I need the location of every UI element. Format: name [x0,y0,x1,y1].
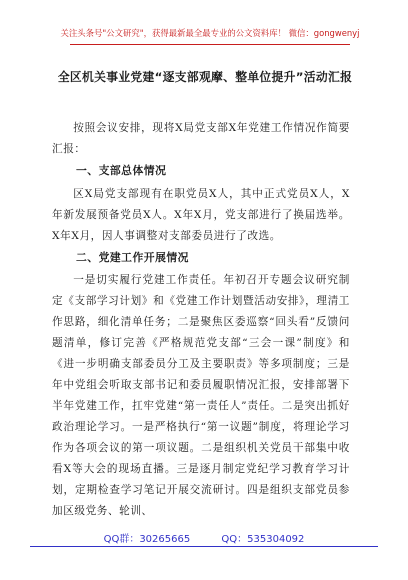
section1-heading: 一、支部总体情况 [76,164,167,177]
section1-paragraph: 区X局党支部现有在职党员X人，其中正式党员X人，X年新发展预备党员X人。X年X月，党支部进行了换届选举。X年X月，因人事调整对支部委员进行了改选。 [52,188,350,242]
intro-paragraph: 按照会议安排，现将X局党支部X年党建工作情况作简要汇报： [52,122,350,155]
footer-contact [0,530,408,545]
footer-qq-group: QQ群：30265665 [103,534,191,545]
header-banner: 关注头条号"公文研究"，获得最新最全最专业的公文资料库！ 微信：gongwenyj [60,28,360,38]
section2-paragraph: 一是切实履行党建工作责任。年初召开专题会议研究制定《支部学习计划》和《党建工作计划暨活动安排》，理清工作思路，细化清单任务；二是聚焦区委巡察“回头看”反馈问题清单，修订完善《严格规范党支部“三会一课”制度》和《进一步明确支部委员分工及主要职责》等多项制度；三是年中党组会听取支部书记和委员履职情况汇报，安排部署下半年党建工作，扛牢党建“第一责任人”责任。二是突出抓好政治理论学习。一是严格执行“第一议题”制度，将理论学习作为各项会议的第一项议题。二是组织机关党员干部集中收看X等大会的现场直播。三是逐月制定党纪学习教育学习计划，定期检查学习笔记开展交流研讨。四是组织支部党员参加区级党务、轮训、 [52,274,350,517]
header-divider [70,44,350,45]
document-title: 全区机关事业党建“逐支部观摩、整单位提升”活动汇报 [57,70,353,84]
footer-divider [30,546,378,547]
footer-qq: QQ：535304092 [221,534,305,545]
section2-heading: 二、党建工作开展情况 [76,251,189,264]
